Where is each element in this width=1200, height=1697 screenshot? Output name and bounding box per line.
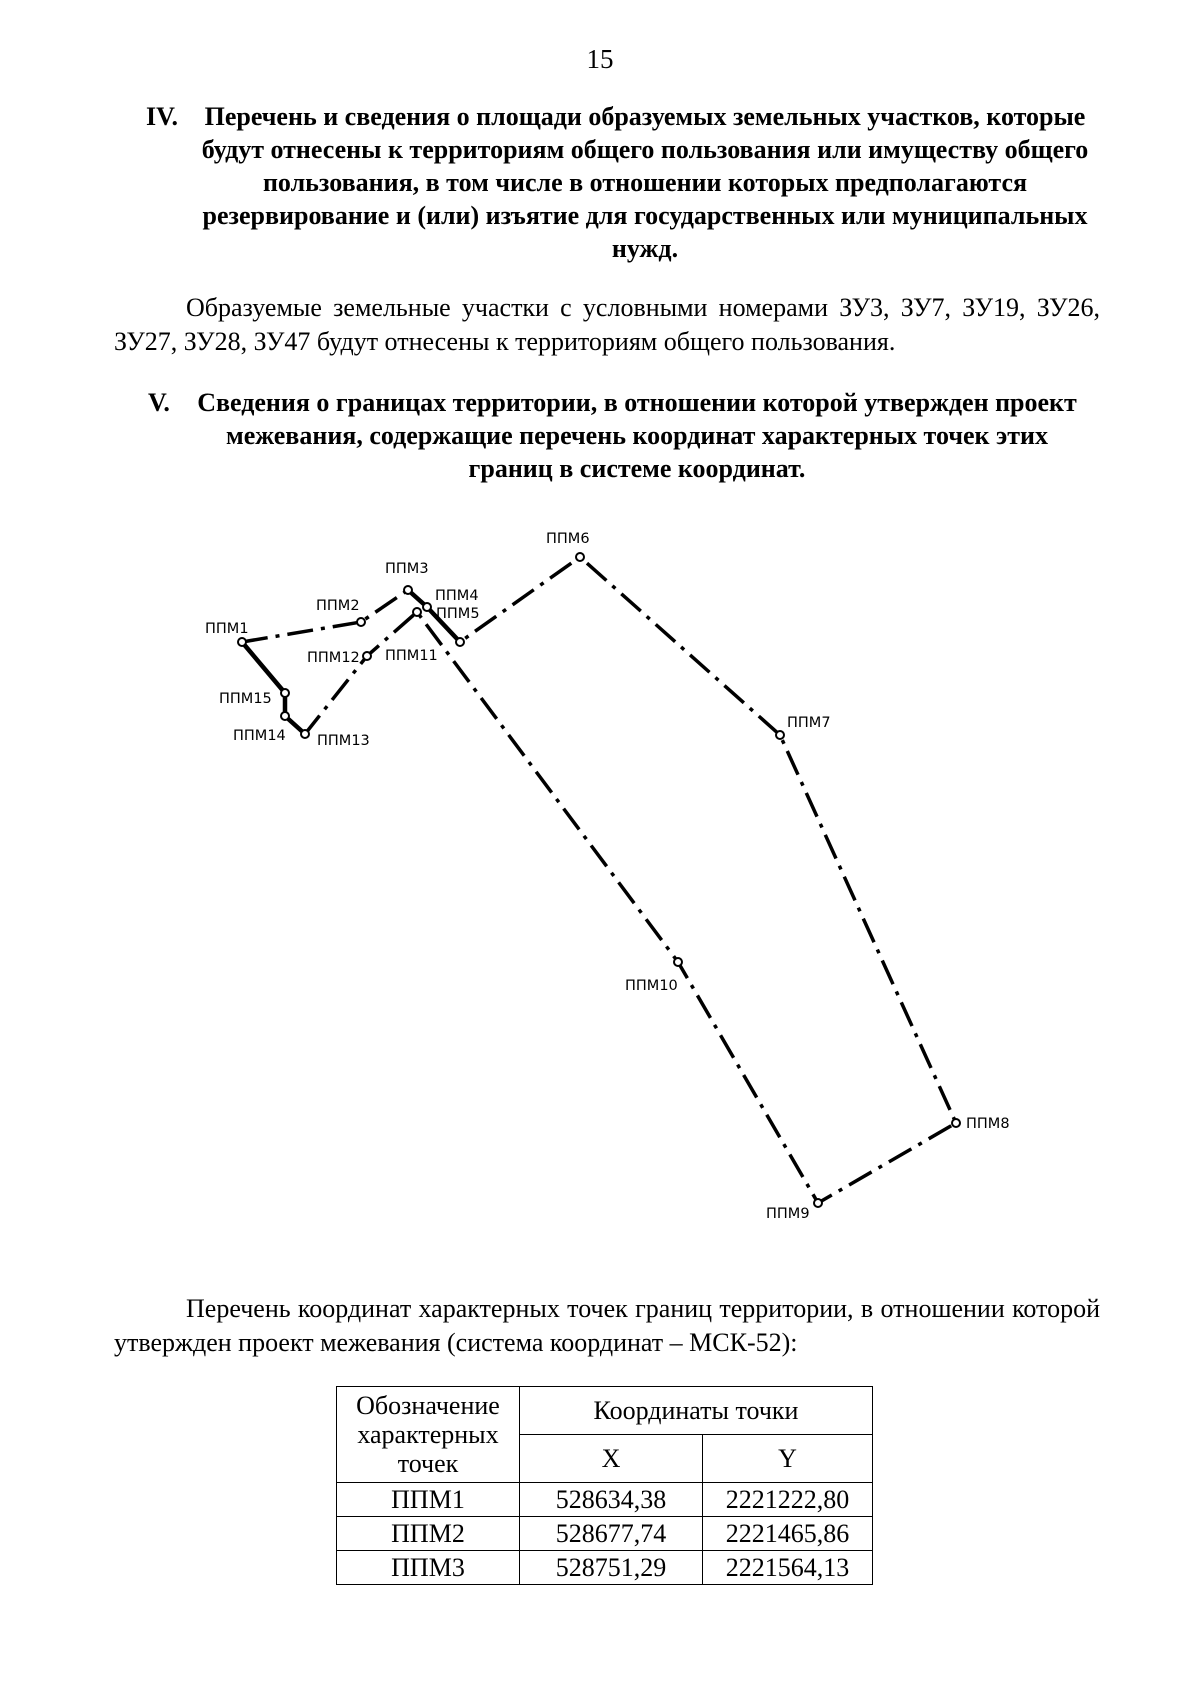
- section-iv-heading: [146, 100, 1096, 265]
- header-designation: Обозначение характерных точек: [337, 1387, 520, 1483]
- table-row: [337, 1551, 873, 1585]
- point-label-ppm1: ППМ1: [205, 621, 249, 637]
- cell-point: ППМ3: [337, 1551, 520, 1585]
- section-iv-title: Перечень и сведения о площади образуемых земельных участков, которые будут отнесены к территориям общего пользования или имуществу общего пользования, в том числе в отношении которых предполагаются резервирование и (или) изъятие для государственных или муниципальных нужд.: [201, 102, 1089, 263]
- point-marker-ppm14: [281, 712, 289, 720]
- point-label-ppm2: ППМ2: [316, 598, 360, 614]
- cell-y: 2221564,13: [703, 1551, 873, 1585]
- point-label-ppm6: ППМ6: [546, 531, 590, 547]
- point-label-ppm14: ППМ14: [233, 728, 286, 744]
- cell-x: 528634,38: [520, 1483, 703, 1517]
- point-marker-ppm1: [238, 638, 246, 646]
- point-marker-ppm3: [404, 586, 412, 594]
- coordinates-table: [336, 1386, 873, 1585]
- point-marker-ppm8: [952, 1119, 960, 1127]
- coords-intro-text: Перечень координат характерных точек границ территории, в отношении которой утвержден проект межевания (система координат – МСК-52):: [114, 1294, 1100, 1357]
- point-label-ppm5: ППМ5: [436, 606, 480, 622]
- point-marker-ppm2: [357, 618, 365, 626]
- point-label-ppm15: ППМ15: [219, 691, 272, 707]
- cell-point: ППМ2: [337, 1517, 520, 1551]
- table-row: [337, 1483, 873, 1517]
- point-marker-ppm15: [281, 689, 289, 697]
- section-v-title: Сведения о границах территории, в отношении которой утвержден проект межевания, содержащие перечень координат характерных точек этих границ в системе координат.: [197, 388, 1077, 483]
- table-header-row: [337, 1387, 873, 1435]
- boundary-scheme: [0, 520, 1200, 1240]
- point-marker-ppm5: [456, 638, 464, 646]
- point-marker-ppm7: [776, 731, 784, 739]
- point-labels: [205, 531, 1010, 1222]
- cell-y: 2221465,86: [703, 1517, 873, 1551]
- point-marker-ppm10: [674, 958, 682, 966]
- cell-point: ППМ1: [337, 1483, 520, 1517]
- section-iv-paragraph-text: Образуемые земельные участки с условными номерами ЗУ3, ЗУ7, ЗУ19, ЗУ26, ЗУ27, ЗУ28, ЗУ47 будут отнесены к территориям общего пользования.: [114, 293, 1100, 356]
- cell-y: 2221222,80: [703, 1483, 873, 1517]
- page-number: 15: [586, 44, 614, 74]
- point-marker-ppm12: [363, 652, 371, 660]
- point-marker-ppm4: [423, 603, 431, 611]
- table-row: [337, 1517, 873, 1551]
- section-iv-paragraph: [114, 291, 1100, 359]
- point-marker-ppm11: [413, 608, 421, 616]
- point-label-ppm9: ППМ9: [766, 1206, 810, 1222]
- point-marker-ppm13: [301, 730, 309, 738]
- section-v-number: V.: [148, 388, 170, 417]
- boundary-segment: [242, 642, 305, 734]
- cell-x: 528677,74: [520, 1517, 703, 1551]
- point-label-ppm10: ППМ10: [625, 978, 678, 994]
- section-v-heading: [148, 386, 1098, 485]
- point-label-ppm4: ППМ4: [435, 588, 479, 604]
- point-marker-ppm6: [576, 553, 584, 561]
- point-marker-ppm9: [814, 1199, 822, 1207]
- point-label-ppm7: ППМ7: [787, 715, 831, 731]
- point-label-ppm12: ППМ12: [307, 650, 360, 666]
- point-label-ppm8: ППМ8: [966, 1116, 1010, 1132]
- header-coords: Координаты точки: [520, 1387, 873, 1435]
- point-label-ppm3: ППМ3: [385, 561, 429, 577]
- coords-intro-paragraph: [114, 1292, 1100, 1360]
- header-y: Y: [703, 1435, 873, 1483]
- point-label-ppm11: ППМ11: [385, 648, 438, 664]
- section-iv-number: IV.: [146, 102, 179, 131]
- cell-x: 528751,29: [520, 1551, 703, 1585]
- header-x: X: [520, 1435, 703, 1483]
- point-label-ppm13: ППМ13: [317, 733, 370, 749]
